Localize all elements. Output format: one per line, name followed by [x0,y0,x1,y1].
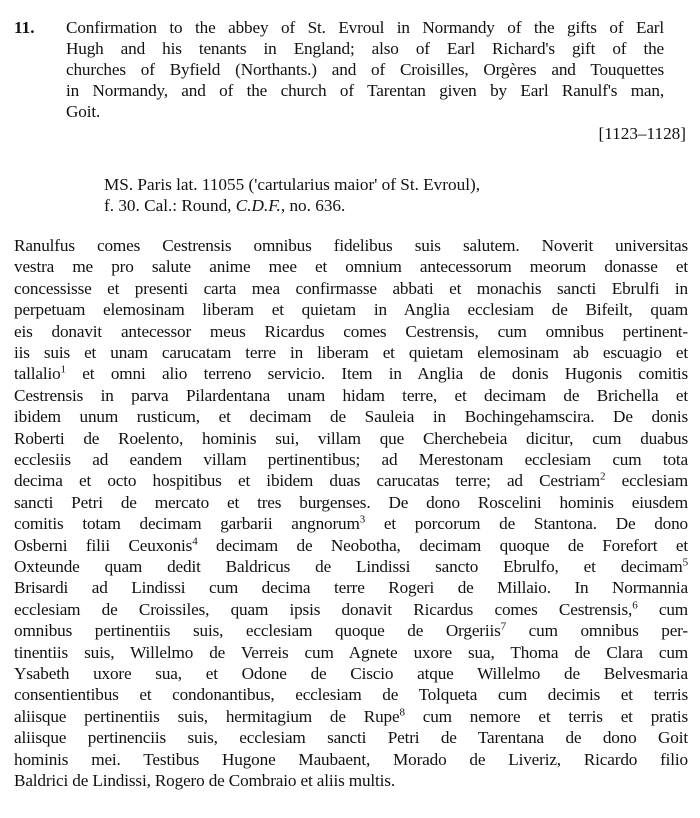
charter-line: omnibus pertinentiis suis, ecclesiam quoque de Orgeriis$^7$ cum omnibus per- [14,620,688,641]
footnote-marker: 5 [682,556,688,569]
charter-line: tallalio$^1$ et omni alio terreno servicio. Item in Anglia de donis Hugonis comitis [14,363,688,384]
charter-line: ecclesiam de Croissiles, quam ipsis donavit Ricardus comes Cestrensis,$^6$ cum [14,599,688,619]
footnote-marker: 8 [399,706,405,719]
charter-line: Ysabeth uxore sua, et Odone de Ciscio atque Willelmo de Belvesmaria [14,664,688,683]
source-title-italic: C.D.F. [235,196,281,215]
charter-line: iis suis et unam carucatam terre in liberam et quietam elemosinam ab escuagio et [14,343,688,362]
charter-line: perpetuam elemosinam liberam et quietam in Anglia ecclesiam de Bifeilt, quam [14,300,688,320]
charter-line: Baldrici de Lindissi, Rogero de Combraio et aliis multis. [14,771,395,790]
entry-date: [1123–1128] [598,124,686,143]
summary-line: Hugh and his tenants in England; also of Earl Richard's gift of the [66,39,664,58]
charter-line: Ranulfus comes Cestrensis omnibus fidelibus suis salutem. Noverit universitas [14,236,688,255]
charter-line: Osberni filii Ceuxonis$^4$ decimam de Neobotha, decimam quoque de Forefort et [14,534,688,555]
summary-line: Confirmation to the abbey of St. Evroul in Normandy of the gifts of Earl [66,18,664,37]
source-text: f. 30. Cal.: Round, [104,196,236,215]
entry-number: 11. [14,18,35,37]
source-line-1: MS. Paris lat. 11055 ('cartularius maior' of St. Evroul), [104,175,480,194]
footnote-marker: 7 [500,620,507,633]
footnote-marker: 1 [60,363,66,376]
summary-line: churches of Byfield (Northants.) and of Croisilles, Orgères and Touquettes [66,60,664,79]
source-line-2 [104,196,345,216]
charter-line: Roberti de Roelento, hominis sui, villam que Cherchebeia dicitur, cum duabus [14,428,688,448]
footnote-marker: 6 [632,599,638,612]
footnote-marker: 2 [599,470,606,483]
summary-line: in Normandy, and of the church of Tarentan given by Earl Ranulf's man, [66,81,664,100]
charter-line: decima et octo hospitibus et ibidem duas carucatas terre; ad Cestriam$^2$ ecclesiam [14,470,688,491]
summary-line: Goit. [66,102,101,121]
charter-line: Brisardi ad Lindissi cum decima terre Rogeri de Millaio. In Normannia [14,578,688,598]
charter-line: consentientibus et condonantibus, ecclesiam de Tolqueta cum decimis et terris [14,685,688,705]
charter-line: sancti Petri de mercato et tres burgenses. De dono Roscelini hominis eiusdem [14,492,688,512]
charter-line: ecclesiis ad eandem villam pertinentibus; ad Merestonam ecclesiam cum tota [14,450,688,469]
charter-line: comitis totam decimam garbarii angnorum$^3$ et porcorum de Stantona. De dono [14,513,689,534]
charter-line: aliisque pertinentiis suis, hermitagium de Rupe$^8$ cum nemore et terris et pratis [14,706,688,726]
charter-line: eis donavit antecessor meus Ricardus comes Cestrensis, cum omnibus pertinent- [14,321,688,341]
charter-line: Oxteunde quam dedit Baldricus de Lindissi sancto Ebrulfo, et decimam$^5$ [14,556,688,576]
charter-line: ibidem unum rusticum, et decimam de Sauleia in Bochingehamscira. De donis [14,407,688,427]
footnote-marker: 3 [359,513,366,526]
charter-line: aliisque pertinenciis suis, ecclesiam sancti Petri de Tarentana de dono Goit [14,728,688,748]
charter-line: vestra me pro salute anime mee et omnium antecessorum meorum donasse et [14,257,688,277]
entry-heading [14,18,35,38]
footnote-marker: 4 [192,534,198,547]
charter-line: hominis mei. Testibus Hugone Maubaent, Morado de Liveriz, Ricardo filio [14,749,688,769]
charter-line: concessisse et presenti carta mea confirmasse abbati et monachis sancti Ebrulfi in [14,278,688,298]
charter-line: Cestrensis in parva Pilardentana unam hidam terre, et decimam de Brichella et [14,385,688,405]
source-text-tail: , no. 636. [280,196,346,215]
charter-line: tinentiis suis, Willelmo de Verreis cum Agnete uxore sua, Thoma de Clara cum [14,642,688,662]
